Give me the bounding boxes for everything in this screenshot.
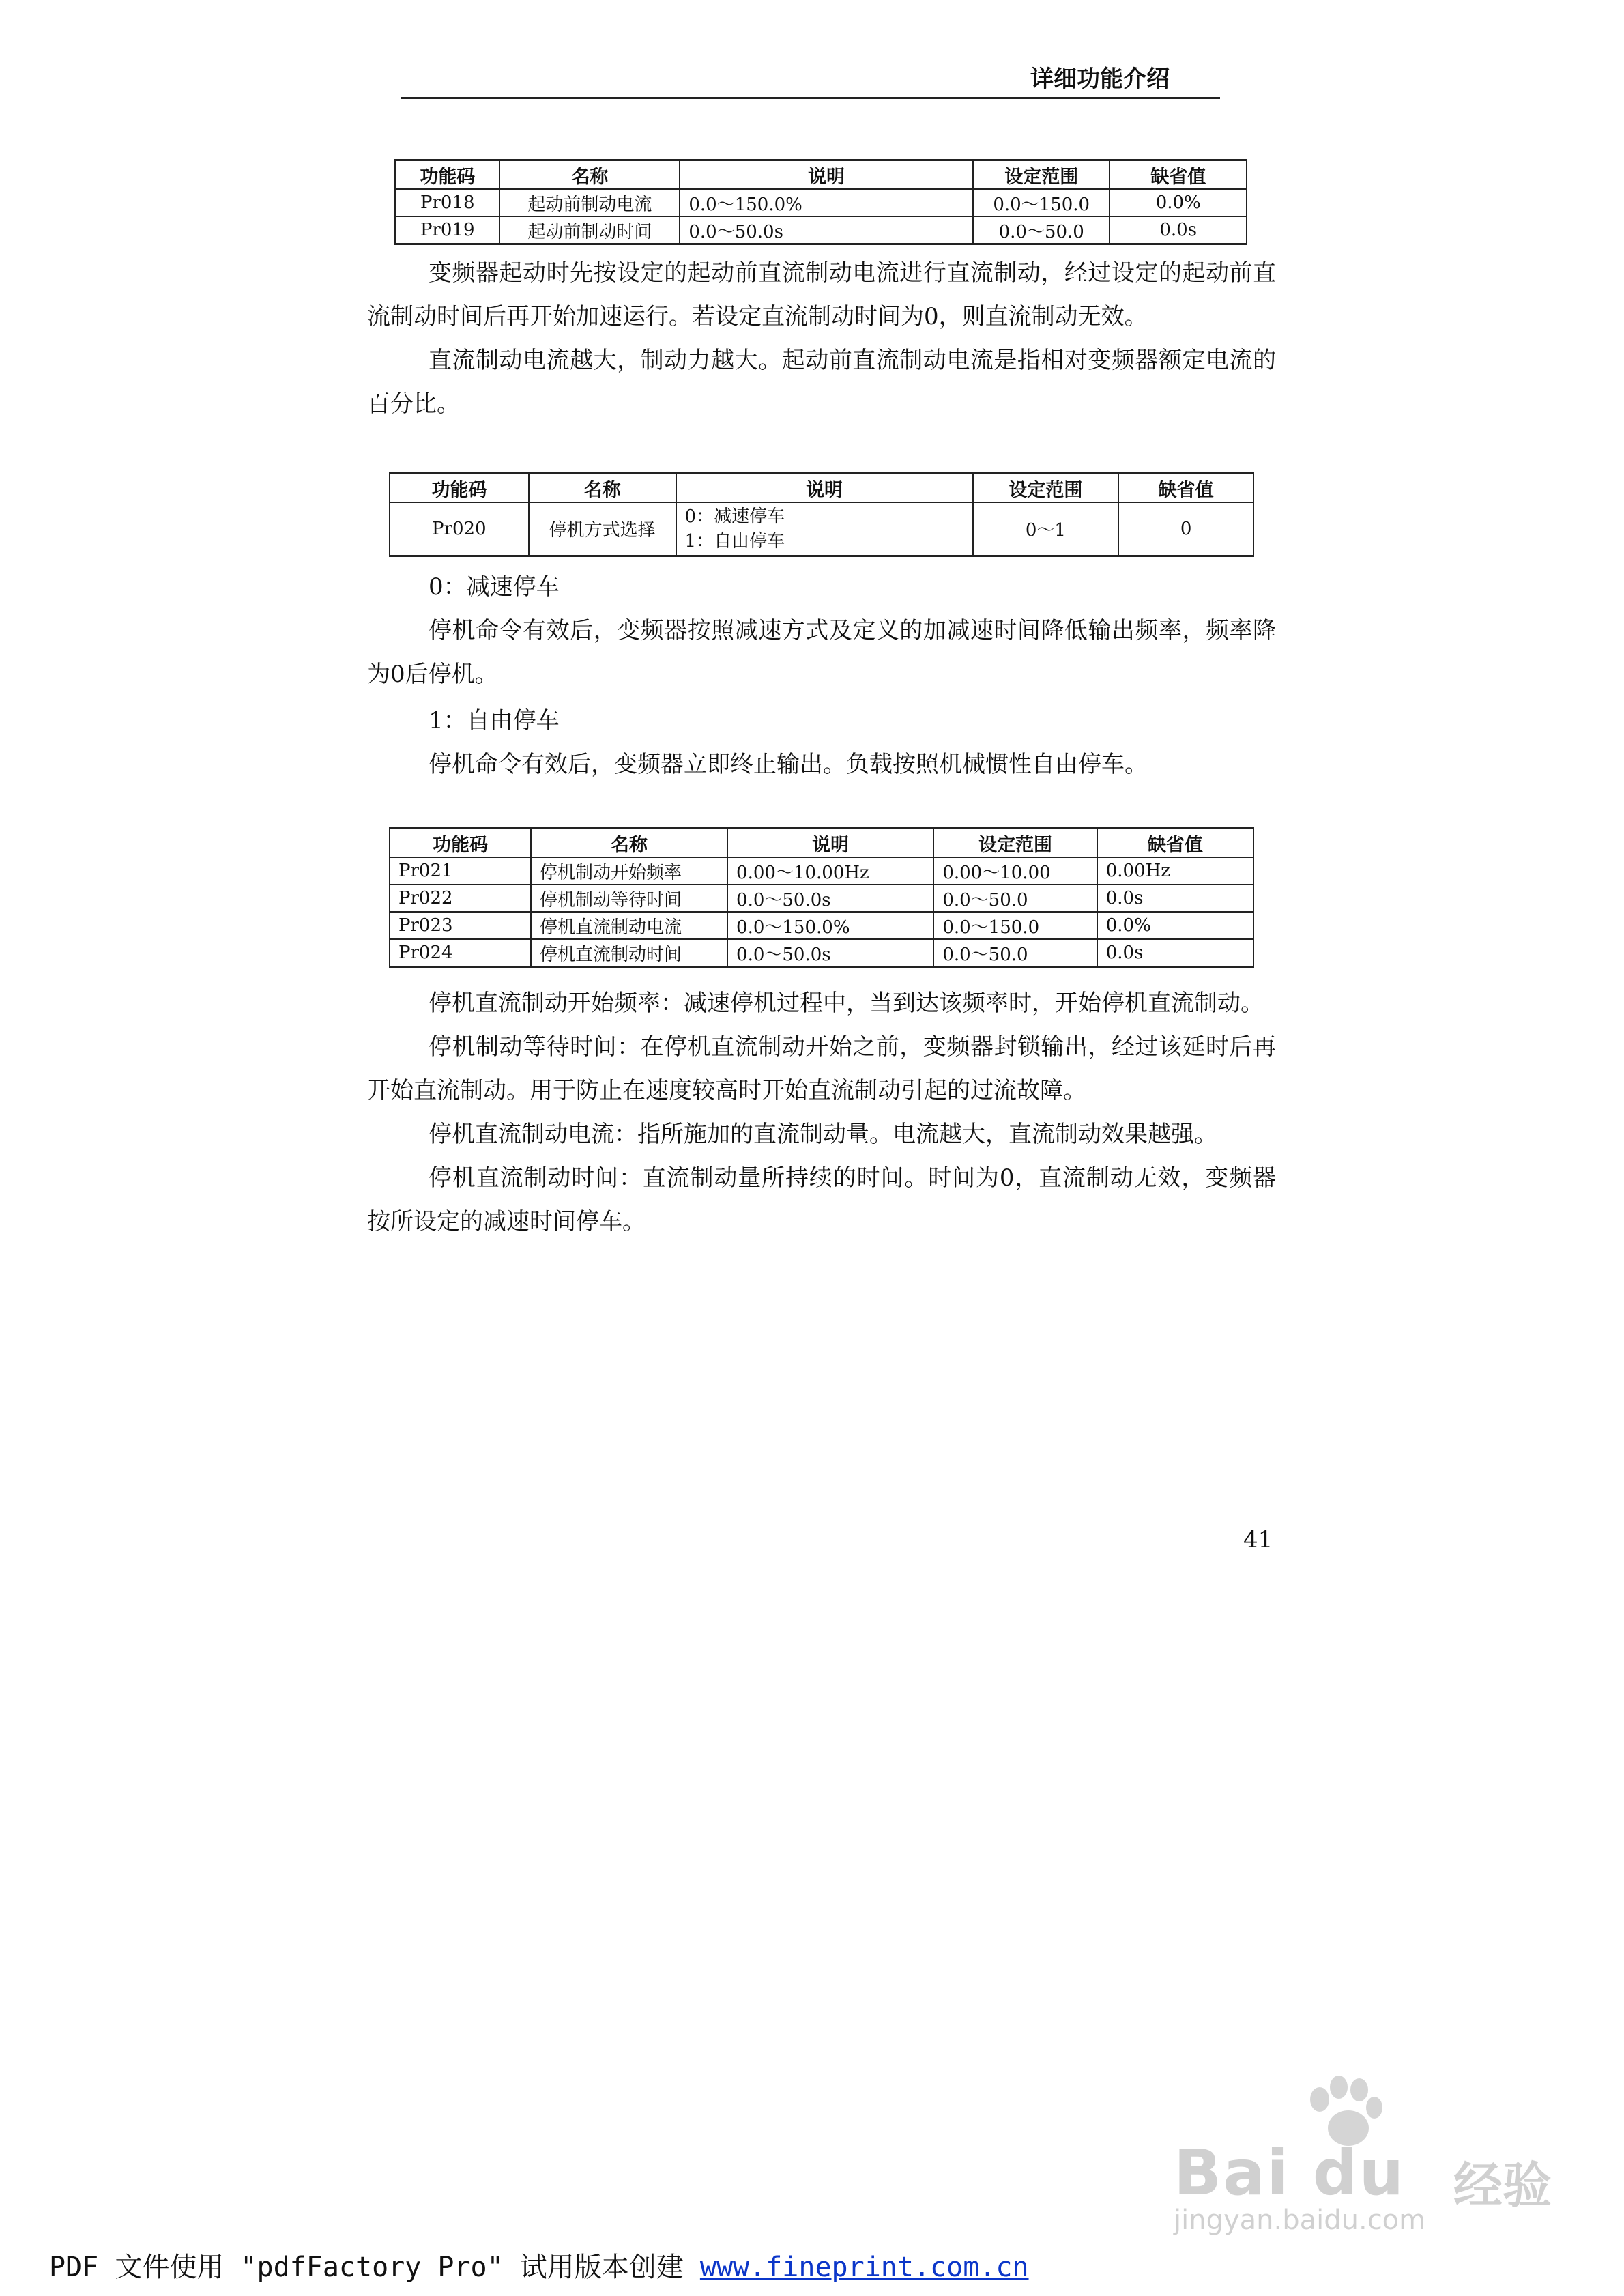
watermark-jingyan: 经验 — [1453, 2157, 1552, 2214]
page-number: 41 — [1243, 1526, 1273, 1553]
header-range: 设定范围 — [973, 474, 1119, 503]
paragraph: 变频器起动时先按设定的起动前直流制动电流进行直流制动，经过设定的起动前直流制动时间后再开始加速运行。若设定直流制动时间为0，则直流制动无效。 — [367, 259, 1276, 330]
paragraph-block-2 — [367, 609, 1276, 696]
cell-name: 停机方式选择 — [529, 502, 676, 556]
cell-name: 起动前制动时间 — [499, 216, 680, 244]
table-row — [390, 502, 1253, 556]
cell-code: Pr021 — [390, 857, 531, 885]
watermark-url: jingyan.baidu.com — [1174, 2205, 1426, 2236]
header-name: 名称 — [499, 160, 680, 190]
cell-range: 0.00～10.00 — [933, 857, 1097, 885]
table-header-row — [390, 829, 1253, 858]
option-0-heading: 0：减速停车 — [429, 573, 560, 601]
paragraph-block-1 — [367, 251, 1276, 426]
header-default: 缺省值 — [1097, 829, 1253, 858]
cell-name: 停机直流制动时间 — [531, 939, 727, 967]
option-1-heading: 1：自由停车 — [429, 707, 560, 734]
header-default: 缺省值 — [1110, 160, 1247, 190]
cell-range: 0.0～150.0 — [973, 189, 1110, 216]
cell-desc: 0.0～150.0% — [727, 912, 933, 939]
cell-code: Pr022 — [390, 885, 531, 912]
cell-default: 0.0% — [1110, 189, 1247, 216]
cell-default: 0.0s — [1097, 939, 1253, 967]
paragraph: 停机直流制动开始频率：减速停机过程中，当到达该频率时，开始停机直流制动。 — [429, 990, 1264, 1017]
cell-code: Pr019 — [395, 216, 499, 244]
cell-desc: 0.0～50.0s — [727, 939, 933, 967]
cell-name: 停机制动开始频率 — [531, 857, 727, 885]
cell-range: 0.0～50.0 — [933, 885, 1097, 912]
header-code: 功能码 — [395, 160, 499, 190]
table-header-row — [395, 160, 1247, 190]
header-range: 设定范围 — [973, 160, 1110, 190]
desc-option-0: 0：减速停车 — [684, 506, 785, 527]
paragraph: 停机命令有效后，变频器按照减速方式及定义的加减速时间降低输出频率，频率降为0后停机。 — [367, 617, 1276, 688]
header-default: 缺省值 — [1118, 474, 1253, 503]
desc-option-1: 1：自由停车 — [684, 530, 785, 551]
table-row — [390, 885, 1253, 912]
paragraph: 停机命令有效后，变频器立即终止输出。负载按照机械惯性自由停车。 — [429, 751, 1148, 778]
header-code: 功能码 — [390, 829, 531, 858]
footer-link[interactable]: www.fineprint.com.cn — [699, 2252, 1029, 2283]
paragraph: 停机直流制动时间：直流制动量所持续的时间。时间为0，直流制动无效，变频器按所设定的减速时间停车。 — [367, 1164, 1276, 1235]
cell-range: 0.0～150.0 — [933, 912, 1097, 939]
baidu-jingyan-watermark — [1133, 2075, 1569, 2236]
cell-desc: 0.0～50.0s — [727, 885, 933, 912]
header-name: 名称 — [531, 829, 727, 858]
table-row — [390, 912, 1253, 939]
header-desc: 说明 — [680, 160, 973, 190]
params-table-pr020 — [389, 472, 1254, 557]
table-row — [395, 189, 1247, 216]
header-rule — [401, 97, 1220, 99]
table-row — [390, 939, 1253, 967]
cell-code: Pr020 — [390, 502, 529, 556]
table-header-row — [390, 474, 1253, 503]
cell-default: 0.00Hz — [1097, 857, 1253, 885]
table-row — [395, 216, 1247, 244]
footer-prefix: PDF 文件使用 "pdfFactory Pro" 试用版本创建 — [49, 2252, 700, 2283]
cell-code: Pr024 — [390, 939, 531, 967]
cell-name: 停机直流制动电流 — [531, 912, 727, 939]
cell-range: 0.0～50.0 — [973, 216, 1110, 244]
header-desc: 说明 — [676, 474, 973, 503]
cell-desc — [676, 502, 973, 556]
cell-desc: 0.0～50.0s — [680, 216, 973, 244]
pdf-footer — [49, 2245, 1029, 2284]
cell-desc: 0.0～150.0% — [680, 189, 973, 216]
header-desc: 说明 — [727, 829, 933, 858]
paragraph-block-3 — [367, 743, 1276, 786]
paragraph: 直流制动电流越大，制动力越大。起动前直流制动电流是指相对变频器额定电流的百分比。 — [367, 347, 1276, 418]
cell-default: 0.0s — [1110, 216, 1247, 244]
cell-default: 0.0s — [1097, 885, 1253, 912]
cell-desc: 0.00～10.00Hz — [727, 857, 933, 885]
header-range: 设定范围 — [933, 829, 1097, 858]
cell-code: Pr023 — [390, 912, 531, 939]
params-table-pr018-pr019 — [394, 159, 1247, 245]
header-name: 名称 — [529, 474, 676, 503]
cell-name: 起动前制动电流 — [499, 189, 680, 216]
header-code: 功能码 — [390, 474, 529, 503]
cell-default: 0 — [1118, 502, 1253, 556]
paragraph: 停机制动等待时间：在停机直流制动开始之前，变频器封锁输出，经过该延时后再开始直流制动。用于防止在速度较高时开始直流制动引起的过流故障。 — [367, 1033, 1276, 1104]
cell-code: Pr018 — [395, 189, 499, 216]
paragraph: 停机直流制动电流：指所施加的直流制动量。电流越大，直流制动效果越强。 — [429, 1121, 1217, 1148]
cell-range: 0.0～50.0 — [933, 939, 1097, 967]
page-header-title: 详细功能介绍 — [1030, 66, 1170, 93]
params-table-pr021-pr024 — [389, 827, 1254, 968]
cell-default: 0.0% — [1097, 912, 1253, 939]
watermark-brand: Bai du — [1174, 2136, 1406, 2209]
cell-range: 0～1 — [973, 502, 1119, 556]
paragraph-block-4 — [367, 981, 1276, 1244]
cell-name: 停机制动等待时间 — [531, 885, 727, 912]
table-row — [390, 857, 1253, 885]
